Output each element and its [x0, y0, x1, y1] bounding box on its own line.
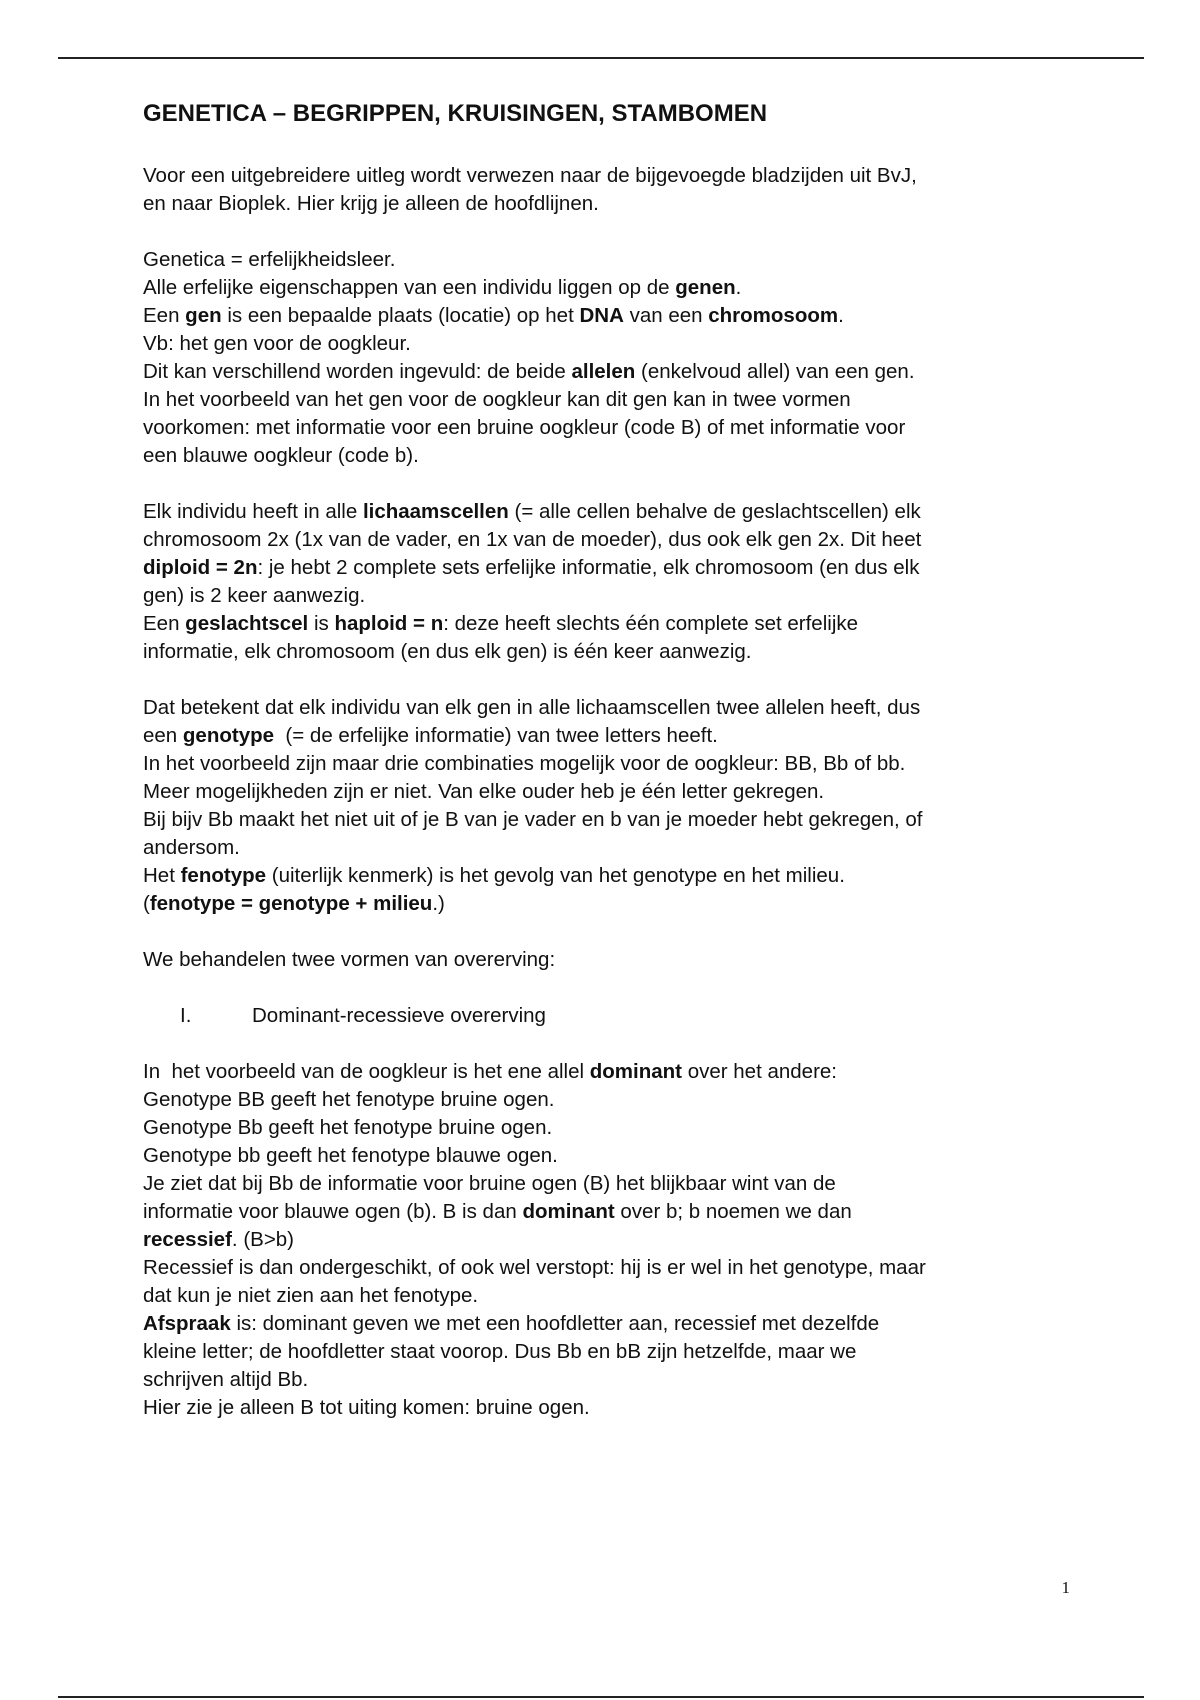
- genotype-paragraph: Dat betekent dat elk individu van elk gen in alle lichaamscellen twee allelen heeft, dus een genotype (= de erfelijke informatie) van twee letters heeft. In het voorbeeld zijn maar drie combinaties mogelijk voor de oogkleur: BB, Bb of bb. Meer mogelijkheden zijn er niet. Van elke ouder heb je één letter gekregen. Bij bijv Bb maakt het niet uit of je B van je vader en b van je moeder hebt gekregen, of andersom. Het fenotype (uiterlijk kenmerk) is het gevolg van het genotype en het milieu. (fenotype = genotype + milieu.): [143, 696, 923, 915]
- list-text: Dominant-recessieve overerving: [252, 1004, 546, 1027]
- list-item: [180, 1002, 1083, 1030]
- page-number: 1: [1061, 1578, 1070, 1597]
- dominant-paragraph: In het voorbeeld van de oogkleur is het ene allel dominant over het andere: Genotype BB geeft het fenotype bruine ogen. Genotype Bb geeft het fenotype bruine ogen. Genotype bb geeft het fenotype blauwe ogen. Je ziet dat bij Bb de informatie voor bruine ogen (B) het blijkbaar wint van de informatie voor blauwe ogen (b). B is dan dominant over b; b noemen we dan recessief. (B>b) Recessief is dan ondergeschikt, of ook wel verstopt: hij is er wel in het genotype, maar dat kun je niet zien aan het fenotype. Afspraak is: dominant geven we met een hoofdletter aan, recessief met dezelfde kleine letter; de hoofdletter staat voorop. Dus Bb en bB zijn hetzelfde, maar we schrijven altijd Bb. Hier zie je alleen B tot uiting komen: bruine ogen.: [143, 1060, 926, 1419]
- overerving-intro: We behandelen twee vormen van overerving:: [143, 948, 556, 971]
- intro-paragraph: Voor een uitgebreidere uitleg wordt verwezen naar de bijgevoegde bladzijden uit BvJ, en naar Bioplek. Hier krijg je alleen de hoofdlijnen.: [143, 164, 917, 215]
- diploid-haploid-paragraph: Elk individu heeft in alle lichaamscellen (= alle cellen behalve de geslachtscellen) elk chromosoom 2x (1x van de vader, en 1x van de moeder), dus ook elk gen 2x. Dit heet diploid = 2n: je hebt 2 complete sets erfelijke informatie, elk chromosoom (en dus elk gen) is 2 keer aanwezig. Een geslachtscel is haploid = n: deze heeft slechts één complete set erfelijke informatie, elk chromosoom (en dus elk gen) is één keer aanwezig.: [143, 500, 922, 663]
- list-number: I.: [180, 1004, 192, 1027]
- definition-paragraph: Genetica = erfelijkheidsleer. Alle erfelijke eigenschappen van een individu liggen op de genen. Een gen is een bepaalde plaats (locatie) op het DNA van een chromosoom. Vb: het gen voor de oogkleur. Dit kan verschillend worden ingevuld: de beide allelen (enkelvoud allel) van een gen. In het voorbeeld van het gen voor de oogkleur kan dit gen kan in twee vormen voorkomen: met informatie voor een bruine oogkleur (code B) of met informatie voor een blauwe oogkleur (code b).: [143, 248, 915, 467]
- page-title: GENETICA – BEGRIPPEN, KRUISINGEN, STAMBOMEN: [143, 100, 768, 127]
- footer-rule: [58, 1696, 1144, 1698]
- document-body: [143, 94, 1083, 1422]
- header-rule: [58, 57, 1144, 59]
